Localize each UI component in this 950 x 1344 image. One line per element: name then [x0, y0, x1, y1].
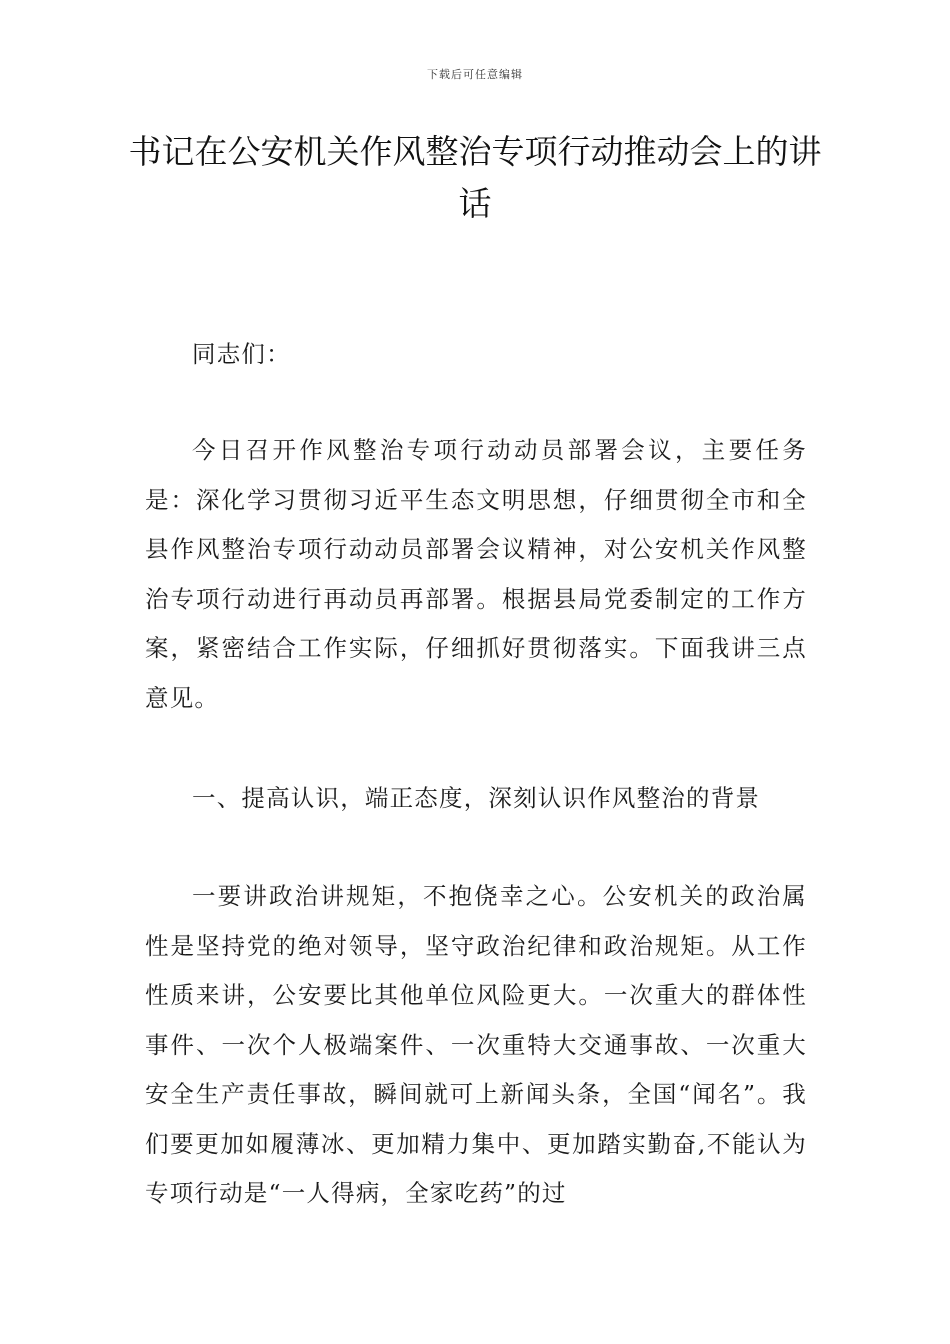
- document-title: 书记在公安机关作风整治专项行动推动会上的讲话: [128, 132, 822, 223]
- section-heading-1: 一、提高认识，端正态度，深刻认识作风整治的背景: [192, 784, 761, 812]
- body-paragraph-1: 今日召开作风整治专项行动动员部署会议，主要任务是：深化学习贯彻习近平生态文明思想，仔细贯彻全市和全县作风整治专项行动动员部署会议精神，对公安机关作风整治专项行动进行再动员再部署。根据县局党委制定的工作方案，紧密结合工作实际，仔细抓好贯彻落实。下面我讲三点意见。: [145, 436, 807, 712]
- body-paragraph-2: 一要讲政治讲规矩，不抱侥幸之心。公安机关的政治属性是坚持党的绝对领导，坚守政治纪律和政治规矩。从工作性质来讲，公安要比其他单位风险更大。一次重大的群体性事件、一次个人极端案件、一次重特大交通事故、一次重大安全生产责任事故，瞬间就可上新闻头条，全国“闻名”。我们要更加如履薄冰、更加精力集中、更加踏实勤奋,不能认为专项行动是“一人得病，全家吃药”的过: [145, 882, 807, 1207]
- greeting: 同志们：: [192, 340, 291, 368]
- header-note: 下载后可任意编辑: [427, 68, 523, 81]
